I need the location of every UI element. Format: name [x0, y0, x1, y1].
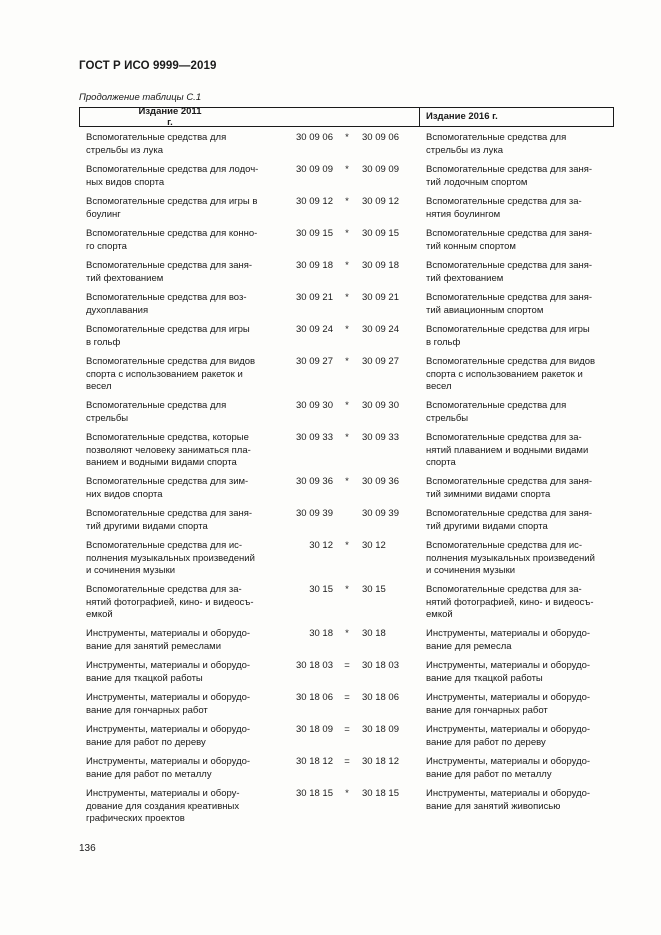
cell-old-name: Вспомогательные средства для зим- них видов спорта [86, 476, 249, 500]
cell-old-code: 30 09 39 [296, 508, 333, 519]
cell-mark: * [345, 324, 349, 335]
cell-mark: = [344, 756, 350, 767]
cell-new-code: 30 15 [362, 584, 386, 595]
cell-old-name: Инструменты, материалы и обору- дование для создания креативных графических проектов [86, 788, 240, 825]
cell-new-code: 30 09 15 [362, 228, 399, 239]
cell-old-code: 30 09 36 [296, 476, 333, 487]
cell-new-name: Инструменты, материалы и оборудо- вание для работ по дереву [426, 724, 591, 748]
cell-new-code: 30 18 [362, 628, 386, 639]
cell-new-code: 30 18 03 [362, 660, 399, 671]
cell-new-code: 30 09 24 [362, 324, 399, 335]
cell-new-name: Инструменты, материалы и оборудо- вание для занятий живописью [426, 788, 591, 812]
cell-old-code: 30 09 30 [296, 400, 333, 411]
header-cell-2011 [80, 108, 206, 126]
cell-new-code: 30 09 33 [362, 432, 399, 443]
cell-new-name: Вспомогательные средства для заня- тий лодочным спортом [426, 164, 593, 188]
cell-new-code: 30 18 09 [362, 724, 399, 735]
cell-old-code: 30 09 18 [296, 260, 333, 271]
cell-mark: * [345, 788, 349, 799]
cell-new-name: Вспомогательные средства для стрельбы [426, 400, 567, 424]
cell-new-name: Инструменты, материалы и оборудо- вание для ремесла [426, 628, 591, 652]
cell-old-name: Вспомогательные средства для заня- тий фехтованием [86, 260, 253, 284]
cell-new-code: 30 12 [362, 540, 386, 551]
cell-new-name: Инструменты, материалы и оборудо- вание для гончарных работ [426, 692, 591, 716]
cell-old-code: 30 18 12 [296, 756, 333, 767]
page-number: 136 [79, 843, 96, 854]
cell-new-name: Вспомогательные средства для за- нятий фотографией, кино- и видеосъ- емкой [426, 584, 594, 621]
cell-old-name: Инструменты, материалы и оборудо- вание для ткацкой работы [86, 660, 251, 684]
cell-old-name: Вспомогательные средства для заня- тий другими видами спорта [86, 508, 253, 532]
cell-old-name: Вспомогательные средства для воз- духоплавания [86, 292, 247, 316]
cell-old-code: 30 09 09 [296, 164, 333, 175]
cell-old-name: Вспомогательные средства для стрельбы из лука [86, 132, 227, 156]
cell-old-name: Вспомогательные средства для за- нятий фотографией, кино- и видеосъ- емкой [86, 584, 254, 621]
cell-mark: * [345, 292, 349, 303]
cell-mark: * [345, 260, 349, 271]
cell-old-code: 30 09 24 [296, 324, 333, 335]
cell-old-code: 30 18 09 [296, 724, 333, 735]
cell-mark: * [345, 628, 349, 639]
cell-old-code: 30 09 27 [296, 356, 333, 367]
table-caption: Продолжение таблицы С.1 [79, 92, 202, 103]
cell-new-name: Вспомогательные средства для заня- тий фехтованием [426, 260, 593, 284]
cell-old-code: 30 09 06 [296, 132, 333, 143]
cell-new-code: 30 09 21 [362, 292, 399, 303]
cell-new-code: 30 09 06 [362, 132, 399, 143]
cell-old-code: 30 09 12 [296, 196, 333, 207]
cell-old-code: 30 18 15 [296, 788, 333, 799]
cell-old-name: Инструменты, материалы и оборудо- вание для занятий ремеслами [86, 628, 251, 652]
cell-mark: * [345, 196, 349, 207]
cell-old-name: Вспомогательные средства для лодоч- ных видов спорта [86, 164, 259, 188]
cell-new-code: 30 09 27 [362, 356, 399, 367]
cell-new-name: Вспомогательные средства для за- нятия боулингом [426, 196, 582, 220]
cell-old-name: Инструменты, материалы и оборудо- вание для работ по дереву [86, 724, 251, 748]
cell-new-code: 30 09 12 [362, 196, 399, 207]
cell-new-code: 30 09 36 [362, 476, 399, 487]
cell-new-name: Вспомогательные средства для стрельбы из лука [426, 132, 567, 156]
cell-old-name: Вспомогательные средства для конно- го спорта [86, 228, 258, 252]
cell-new-code: 30 18 06 [362, 692, 399, 703]
cell-old-name: Вспомогательные средства для ис- полнения музыкальных произведений и сочинения музыки [86, 540, 255, 577]
cell-mark: * [345, 356, 349, 367]
cell-new-name: Вспомогательные средства для за- нятий плаванием и водными видами спорта [426, 432, 589, 469]
cell-mark: = [344, 660, 350, 671]
cell-old-name: Инструменты, материалы и оборудо- вание для гончарных работ [86, 692, 251, 716]
cell-mark: * [345, 540, 349, 551]
cell-old-name: Вспомогательные средства для видов спорта с использованием ракеток и весел [86, 356, 256, 393]
header-divider [419, 108, 420, 126]
cell-new-code: 30 18 12 [362, 756, 399, 767]
cell-mark: * [345, 400, 349, 411]
cell-mark: * [345, 476, 349, 487]
header-label-2011: Издание 2011 г. [138, 106, 202, 128]
cell-mark: * [345, 432, 349, 443]
cell-new-code: 30 09 39 [362, 508, 399, 519]
cell-new-name: Вспомогательные средства для ис- полнения музыкальных произведений и сочинения музыки [426, 540, 595, 577]
cell-mark: = [344, 724, 350, 735]
header-label-2016: Издание 2016 г. [426, 111, 498, 122]
cell-old-name: Вспомогательные средства для игры в боулинг [86, 196, 258, 220]
cell-new-name: Инструменты, материалы и оборудо- вание для ткацкой работы [426, 660, 591, 684]
cell-mark: * [345, 228, 349, 239]
cell-new-name: Вспомогательные средства для заня- тий другими видами спорта [426, 508, 593, 532]
cell-new-name: Вспомогательные средства для игры в гольф [426, 324, 590, 348]
cell-mark: = [344, 692, 350, 703]
cell-old-code: 30 18 03 [296, 660, 333, 671]
cell-old-code: 30 09 15 [296, 228, 333, 239]
cell-new-code: 30 09 18 [362, 260, 399, 271]
cell-new-name: Вспомогательные средства для заня- тий авиационным спортом [426, 292, 593, 316]
cell-old-name: Инструменты, материалы и оборудо- вание для работ по металлу [86, 756, 251, 780]
cell-old-code: 30 12 [309, 540, 333, 551]
cell-old-name: Вспомогательные средства, которые позволяют человеку заниматься пла- ванием и водными видами спорта [86, 432, 251, 469]
cell-mark: * [345, 584, 349, 595]
cell-old-code: 30 09 33 [296, 432, 333, 443]
cell-old-code: 30 18 [309, 628, 333, 639]
cell-old-name: Вспомогательные средства для стрельбы [86, 400, 227, 424]
document-header: ГОСТ Р ИСО 9999—2019 [79, 60, 217, 72]
cell-new-name: Инструменты, материалы и оборудо- вание для работ по металлу [426, 756, 591, 780]
cell-new-name: Вспомогательные средства для заня- тий конным спортом [426, 228, 593, 252]
cell-new-name: Вспомогательные средства для заня- тий зимними видами спорта [426, 476, 593, 500]
cell-mark: * [345, 132, 349, 143]
cell-new-code: 30 09 30 [362, 400, 399, 411]
cell-new-name: Вспомогательные средства для видов спорта с использованием ракеток и весел [426, 356, 596, 393]
cell-old-code: 30 09 21 [296, 292, 333, 303]
cell-new-code: 30 09 09 [362, 164, 399, 175]
cell-old-code: 30 15 [309, 584, 333, 595]
cell-new-code: 30 18 15 [362, 788, 399, 799]
cell-old-name: Вспомогательные средства для игры в гольф [86, 324, 250, 348]
cell-mark: * [345, 164, 349, 175]
table-header [79, 107, 614, 127]
cell-old-code: 30 18 06 [296, 692, 333, 703]
